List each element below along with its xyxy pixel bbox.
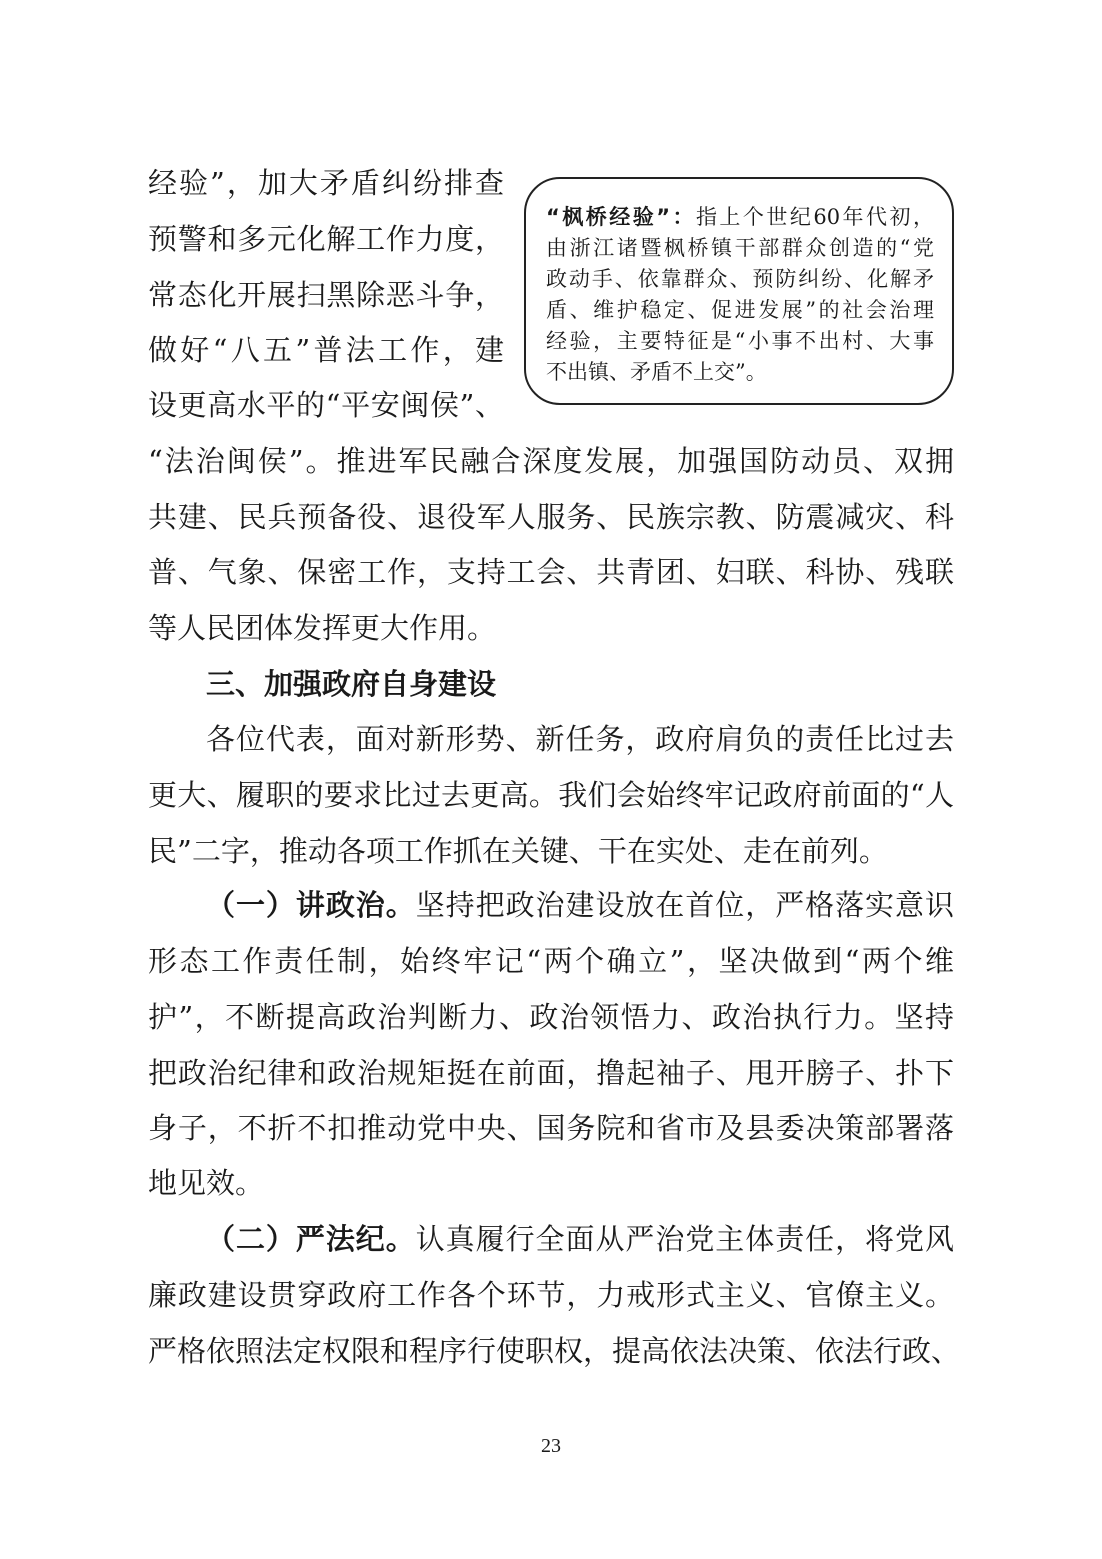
text-line: 护”，不断提高政治判断力、政治领悟力、政治执行力。坚持 — [148, 1000, 954, 1034]
text-line: 预警和多元化解工作力度， — [148, 222, 504, 256]
text-line: “法治闽侯”。推进军民融合深度发展，加强国防动员、双拥 — [148, 444, 954, 478]
text-line: 等人民团体发挥更大作用。 — [148, 611, 497, 645]
text-line — [206, 1211, 954, 1267]
callout-line: 不出镇、矛盾不上交”。 — [546, 360, 767, 384]
text-line: 设更高水平的“平安闽侯”、 — [148, 388, 504, 422]
text-line: 严格依照法定权限和程序行使职权，提高依法决策、依法行政、 — [148, 1334, 961, 1368]
text-line: 共建、民兵预备役、退役军人服务、民族宗教、防震减灾、科 — [148, 500, 954, 534]
item-text: 认真履行全面从严治党主体责任，将党风 — [415, 1222, 954, 1256]
callout-line: 经验，主要特征是“小事不出村、大事 — [546, 329, 934, 353]
text-line — [206, 877, 954, 933]
callout-line: 盾、维护稳定、促进发展”的社会治理 — [546, 298, 934, 322]
callout-term: “枫桥经验”： — [546, 205, 696, 229]
text-line: 廉政建设贯穿政府工作各个环节，力戒形式主义、官僚主义。 — [148, 1278, 954, 1312]
text-line: 形态工作责任制，始终牢记“两个确立”，坚决做到“两个维 — [148, 944, 954, 978]
section-heading: 三、加强政府自身建设 — [206, 667, 497, 701]
text-line: 经验”，加大矛盾纠纷排查 — [148, 166, 504, 200]
callout-box — [524, 177, 954, 405]
callout-text: 指上个世纪60年代初， — [695, 205, 934, 229]
text-line: 做好“八五”普法工作，建 — [148, 333, 504, 367]
text-line: 常态化开展扫黑除恶斗争， — [148, 278, 504, 312]
item-label: （二）严法纪。 — [206, 1222, 416, 1256]
text-line: 普、气象、保密工作，支持工会、共青团、妇联、科协、残联 — [148, 555, 954, 589]
text-line: 把政治纪律和政治规矩挺在前面，撸起袖子、甩开膀子、扑下 — [148, 1056, 954, 1090]
text-line: 地见效。 — [148, 1166, 265, 1200]
callout-line — [546, 202, 934, 233]
item-text: 坚持把政治建设放在首位，严格落实意识 — [415, 888, 954, 922]
callout-line: 政动手、依靠群众、预防纠纷、化解矛 — [546, 267, 934, 291]
callout-line: 由浙江诸暨枫桥镇干部群众创造的“党 — [546, 236, 934, 260]
text-line: 更大、履职的要求比过去更高。我们会始终牢记政府前面的“人 — [148, 778, 954, 812]
text-line: 身子，不折不扣推动党中央、国务院和省市及县委决策部署落 — [148, 1111, 954, 1145]
item-label: （一）讲政治。 — [206, 888, 416, 922]
text-line: 民”二字，推动各项工作抓在关键、干在实处、走在前列。 — [148, 834, 888, 868]
text-line: 各位代表，面对新形势、新任务，政府肩负的责任比过去 — [206, 722, 954, 756]
page-number: 23 — [541, 1435, 561, 1457]
